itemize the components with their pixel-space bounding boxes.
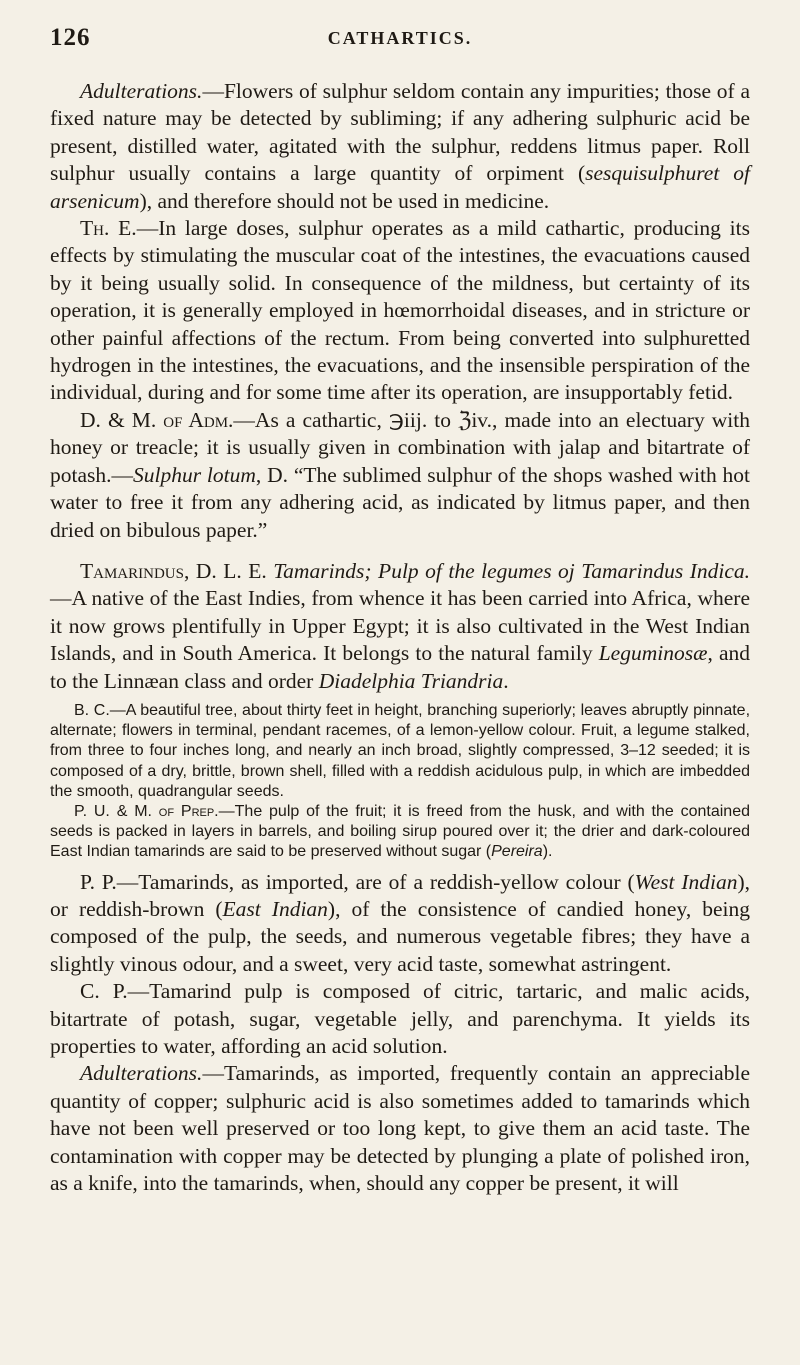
paragraph-adulterations-tamarinds [50, 1060, 750, 1197]
paragraph-text: ), of the consistence of candied honey, being composed of the pulp, the seeds, and numerous vegetable fibres; they have a slightly vinous odour, and a sweet, very acid taste, somewhat astringent. [50, 896, 750, 976]
paragraph-text: —Tamarinds, as imported, are of a reddish-yellow colour ( [116, 869, 635, 894]
body-text [50, 78, 750, 1197]
paragraph-text: —As a cathartic, ℈iij. to ℨiv., made into an electuary with honey or treacle; it is usually given in combination with jalap and bitartrate of potash.— [50, 407, 750, 487]
paragraph-emphasis: Diadelphia Triandria [318, 668, 504, 693]
paragraph-lead: B. C. [74, 701, 110, 719]
paragraph-text: , and to the Linnæan class and order [50, 641, 750, 693]
paragraph-emphasis: Sulphur lotum [133, 462, 256, 487]
paragraph-text: . [503, 668, 509, 693]
paragraph-preparation [50, 802, 750, 863]
paragraph-emphasis: Leguminosæ [598, 641, 708, 666]
paragraph-lead: D. & M. of Adm. [80, 407, 234, 432]
paragraph-lead: Adulterations. [80, 1061, 203, 1086]
paragraph-text: —A native of the East Indies, from whence it has been carried into Africa, where it now grows plentifully in Upper Egypt; it is also cultivated in the West Indian Islands, and in South America. It belongs to the natural family [50, 586, 750, 666]
paragraph-text: —The pulp of the fruit; it is freed from the husk, and with the contained seeds is packed in layers in barrels, and boiling sirup poured over it; the drier and dark-coloured East Indian tamarinds are said to be preserved without sugar ( [50, 802, 750, 861]
paragraph-lead: P. P. [80, 869, 117, 894]
paragraph-emphasis: Pereira [491, 843, 543, 861]
paragraph-text: —A beautiful tree, about thirty feet in height, branching superiorly; leaves abruptly pinnate, alternate; flowers in terminal, pendant racemes, of a lemon-yellow colour. Fruit, a legume stalked, from three to four inches long, and nearly an inch broad, slightly compressed, 3–12 seeded; it is composed of a dry, brittle, brown shell, filled with a reddish acidulous pulp, in which are imbedded the smooth, quadrangular seeds. [50, 701, 751, 800]
paragraph-lead: P. U. & M. of Prep. [74, 802, 219, 820]
paragraph-lead: Th. E. [80, 216, 137, 241]
paragraph-physical-properties [50, 869, 750, 979]
paragraph-text: —In large doses, sulphur operates as a mild cathartic, producing its effects by stimulating the muscular coat of the intestines, the evacuations caused by it being usually solid. In consequence of the mildness, but certainty of its operation, it is generally employed in hœmorrhoidal diseases, and in stricture or other painful affections of the rectum. From being converted into sulphuretted hydrogen in the intestines, the evacuations, and the insensible perspiration of the individual, during and for some time after its operation, are insupportably fetid. [50, 216, 750, 405]
paragraph-chemical-properties [50, 978, 750, 1060]
paragraph-lead: Tamarindus, D. L. E. [80, 558, 267, 583]
paragraph-emphasis: East Indian [222, 896, 328, 921]
paragraph-emphasis: Tamarinds; Pulp of the legumes oj Tamarindus Indica. [273, 558, 750, 583]
paragraph-dose-administration [50, 407, 750, 544]
paragraph-text: ), and therefore should not be used in medicine. [139, 188, 550, 213]
paragraph-adulterations-sulphur [50, 78, 750, 215]
paragraph-text: —Tamarinds, as imported, frequently contain an appreciable quantity of copper; sulphuric acid is also sometimes added to tamarinds which have not been well preserved or too long kept, to give them an acid taste. The contamination with copper may be detected by plunging a plate of polished iron, as a knife, into the tamarinds, when, should any copper be present, it will [50, 1061, 750, 1196]
paragraph-text: —Flowers of sulphur seldom contain any impurities; those of a fixed nature may be detected by subliming; if any adhering sulphuric acid be present, distilled water, agitated with the sulphur, reddens litmus paper. Roll sulphur usually contains a large quantity of orpiment ( [50, 79, 750, 186]
paragraph-emphasis: West Indian [634, 869, 738, 894]
paragraph-text: —Tamarind pulp is composed of citric, tartaric, and malic acids, bitartrate of potash, sugar, vegetable jelly, and parenchyma. It yields its properties to water, affording an acid solution. [50, 979, 750, 1058]
section-title: CATHARTICS. [327, 28, 473, 48]
paragraph-emphasis: sesquisulphuret of arsenicum [50, 161, 750, 213]
paragraph-text: ), or reddish-brown ( [50, 869, 751, 921]
page-number: 126 [50, 24, 91, 51]
paragraph-text: , D. “The sublimed sulphur of the shops washed with hot water to free it from any adhering acid, as indicated by litmus paper, and then dried on bibulous paper.” [50, 462, 750, 542]
paragraph-therapeutic-effects [50, 215, 750, 407]
paragraph-botanical-characters [50, 701, 750, 802]
paragraph-lead: Adulterations. [80, 79, 203, 103]
running-head [50, 24, 750, 64]
paragraph-text: ). [542, 843, 553, 861]
paragraph-tamarindus [50, 558, 750, 695]
paragraph-lead: C. P. [80, 979, 128, 1004]
